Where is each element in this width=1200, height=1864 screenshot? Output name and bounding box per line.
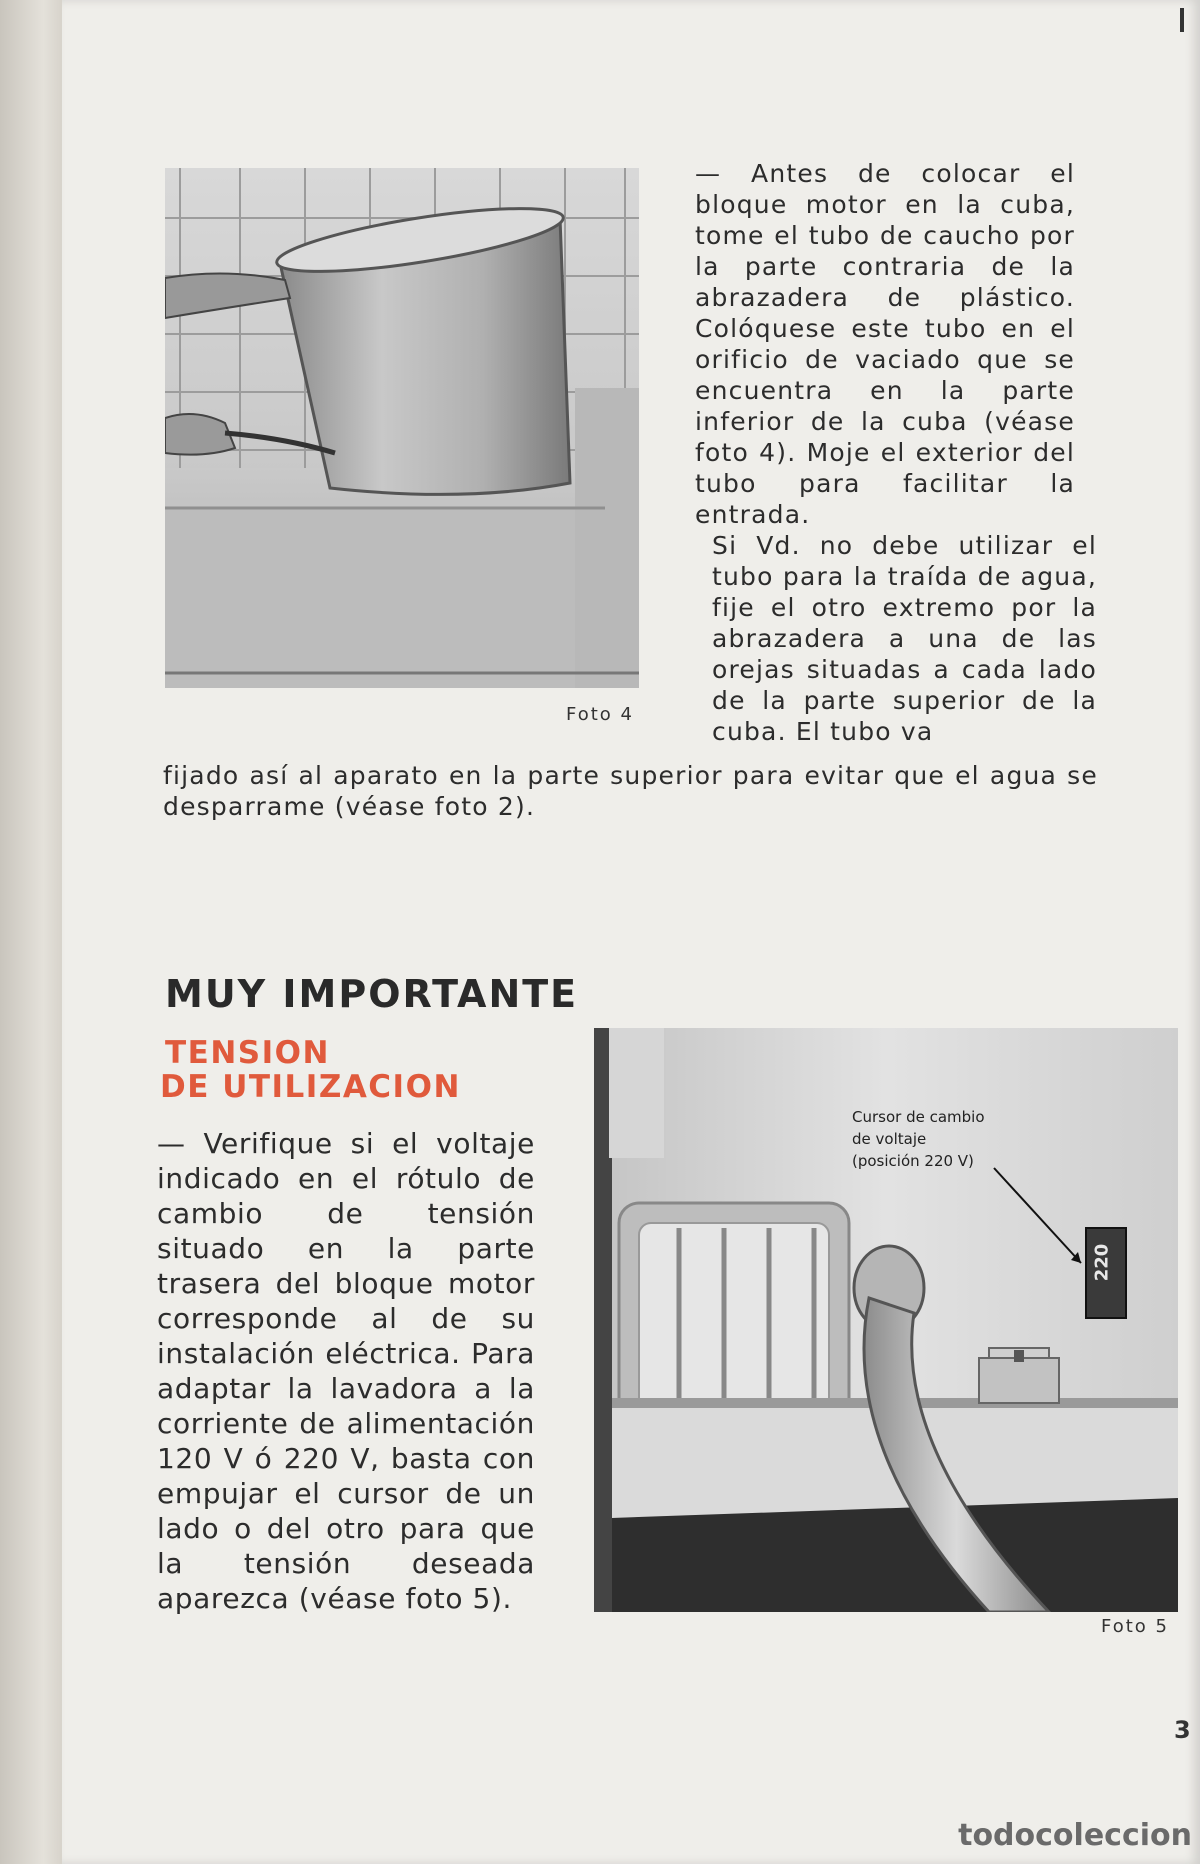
photo-4-illustration	[165, 168, 639, 688]
photo-4-caption: Foto 4	[566, 704, 634, 725]
section-heading: MUY IMPORTANTE	[165, 972, 579, 1016]
instruction-paragraph-1: — Antes de colocar el bloque motor en la cuba, tome el tubo de caucho por la parte contraria de la abrazadera de plástico. Colóquese este tubo en el orificio de vaciado que se encuentra en la parte inferior de la cuba (véase foto 4). Moje el exterior del tubo para facilitar la entrada.	[695, 159, 1075, 529]
page-number: 3	[1174, 1716, 1191, 1744]
photo-4	[165, 168, 639, 688]
photo-5-annotation-line-3: (posición 220 V)	[852, 1152, 974, 1170]
subheading-line-2: DE UTILIZACION	[160, 1069, 461, 1105]
voltage-instructions: — Verifique si el voltaje indicado en el rótulo de cambio de tensión situado en la parte trasera del bloque motor corresponde al de su instalación eléctrica. Para adaptar la lavadora a la corriente de alimentación 120 V ó 220 V, basta con empujar el cursor de un lado o del otro para que la tensión deseada aparezca (véase foto 5).	[157, 1127, 535, 1615]
watermark: todocoleccion	[958, 1818, 1192, 1853]
page-edge-mark	[1180, 8, 1184, 32]
photo-5-caption: Foto 5	[1101, 1616, 1169, 1637]
photo-5-annotation-line-1: Cursor de cambio	[852, 1108, 985, 1126]
instruction-paragraph-2: Si Vd. no debe utilizar el tubo para la traída de agua, fije el otro extremo por la abrazadera a una de las orejas situadas a cada lado de la parte superior de la cuba. El tubo va	[712, 531, 1097, 746]
switch-label: 220	[1091, 1243, 1113, 1282]
subheading-line-1: TENSION	[165, 1035, 330, 1071]
instruction-continuation: fijado así al aparato en la parte superior para evitar que el agua se desparrame (véase foto 2).	[163, 761, 1098, 821]
photo-5-annotation-line-2: de voltaje	[852, 1130, 927, 1148]
book-spine	[0, 0, 62, 1864]
